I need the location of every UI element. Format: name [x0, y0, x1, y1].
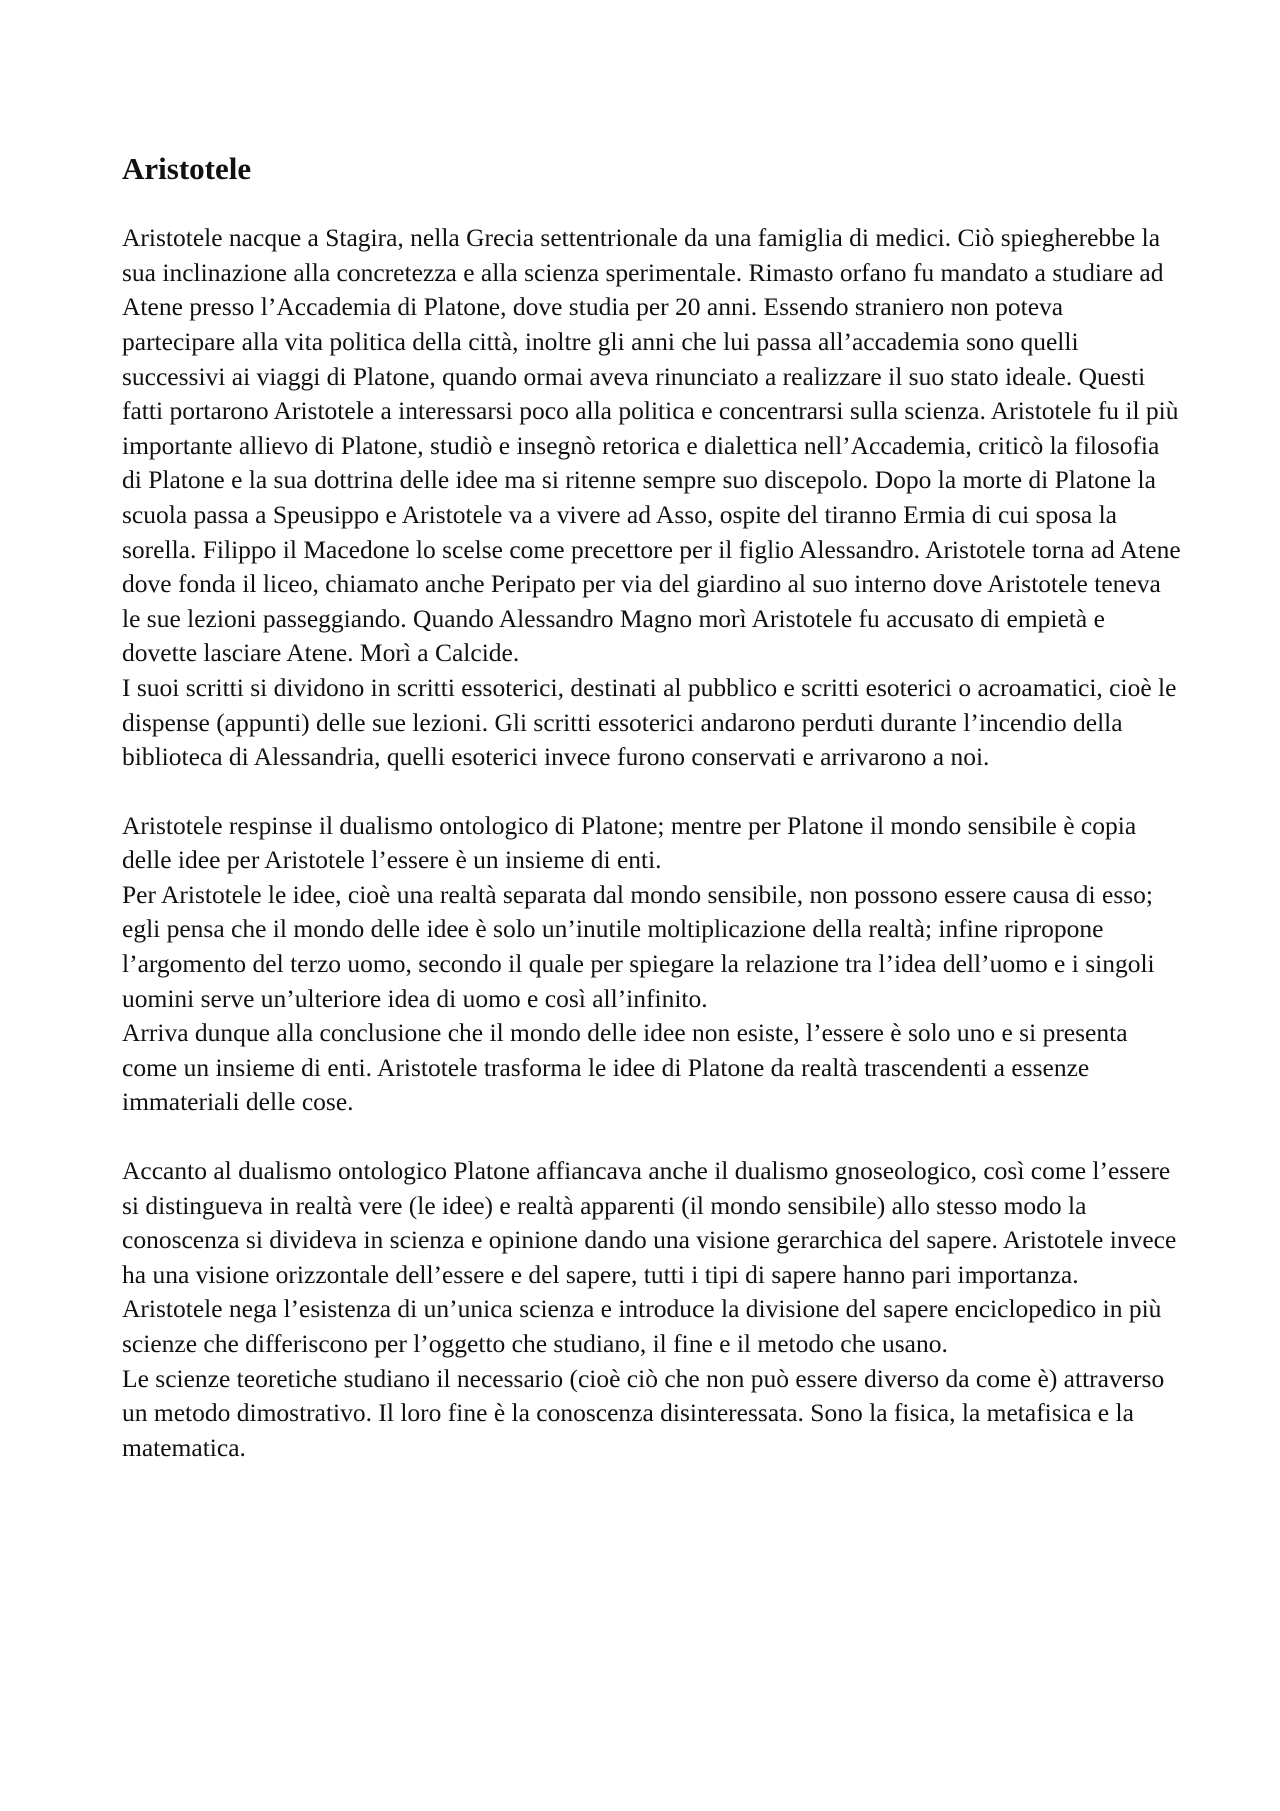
page-title: Aristotele: [122, 151, 252, 186]
paragraph-writings: I suoi scritti si dividono in scritti essoterici, destinati al pubblico e scritti esoterici o acroamatici, cioè le dispense (appunti) delle sue lezioni. Gli scritti essoterici andarono perduti durante l’incendio della biblioteca di Alessandria, quelli esoterici invece furono conservati e arrivarono a noi.: [122, 672, 1177, 772]
paragraph-critique-of-ideas: Per Aristotele le idee, cioè una realtà separata dal mondo sensibile, non possono essere causa di esso; egli pensa che il mondo delle idee è solo un’inutile moltiplicazione della realtà; infine ripropone l’argomento del terzo uomo, secondo il quale per spiegare la relazione tra l’idea dell’uomo e i singoli uomini serve un’ulteriore idea di uomo e così all’infinito.: [122, 879, 1155, 1013]
paragraph-theoretical-sciences: Le scienze teoretiche studiano il necessario (cioè ciò che non può essere diverso da come è) attraverso un metodo dimostrativo. Il loro fine è la conoscenza disinteressata. Sono la fisica, la metafisica e la matematica.: [122, 1363, 1165, 1462]
document-page: [122, 150, 1182, 1465]
paragraph-biography: Aristotele nacque a Stagira, nella Grecia settentrionale da una famiglia di medici. Ciò spiegherebbe la sua inclinazione alla concretezza e alla scienza sperimentale. Rimasto orfano fu mandato a studiare ad Atene presso l’Accademia di Platone, dove studia per 20 anni. Essendo straniero non poteva partecipare alla vita politica della città, inoltre gli anni che lui passa all’accademia sono quelli successivi ai viaggi di Platone, quando ormai aveva rinunciato a realizzare il suo stato ideale. Questi fatti portarono Aristotele a interessarsi poco alla politica e concentrarsi sulla scienza. Aristotele fu il più importante allievo di Platone, studiò e insegnò retorica e dialettica nell’Accademia, criticò la filosofia di Platone e la sua dottrina delle idee ma si ritenne sempre suo discepolo. Dopo la morte di Platone la scuola passa a Speusippo e Aristotele va a vivere ad Asso, ospite del tiranno Ermia di cui sposa la sorella. Filippo il Macedone lo scelse come precettore per il figlio Alessandro. Aristotele torna ad Atene dove fonda il liceo, chiamato anche Peripato per via del giardino al suo interno dove Aristotele teneva le sue lezioni passeggiando. Quando Alessandro Magno morì Aristotele fu accusato di empietà e dovette lasciare Atene. Morì a Calcide.: [122, 223, 1181, 668]
paragraph-conclusion: Arriva dunque alla conclusione che il mondo delle idee non esiste, l’essere è solo uno e si presenta come un insieme di enti. Aristotele trasforma le idee di Platone da realtà trascendenti a essenze immateriali delle cose.: [122, 1018, 1128, 1117]
paragraph-gnoseological-dualism: Accanto al dualismo ontologico Platone affiancava anche il dualismo gnoseologico, così come l’essere si distingueva in realtà vere (le idee) e realtà apparenti (il mondo sensibile) allo stesso modo la conoscenza si divideva in scienza e opinione dando una visione gerarchica del sapere. Aristotele invece ha una visione orizzontale dell’essere e del sapere, tutti i tipi di sapere hanno pari importanza. Aristotele nega l’esistenza di un’unica scienza e introduce la divisione del sapere enciclopedico in più scienze che differiscono per l’oggetto che studiano, il fine e il metodo che usano.: [122, 1156, 1177, 1358]
paragraph-ontological-dualism: Aristotele respinse il dualismo ontologico di Platone; mentre per Platone il mondo sensibile è copia delle idee per Aristotele l’essere è un insieme di enti.: [122, 810, 1137, 875]
